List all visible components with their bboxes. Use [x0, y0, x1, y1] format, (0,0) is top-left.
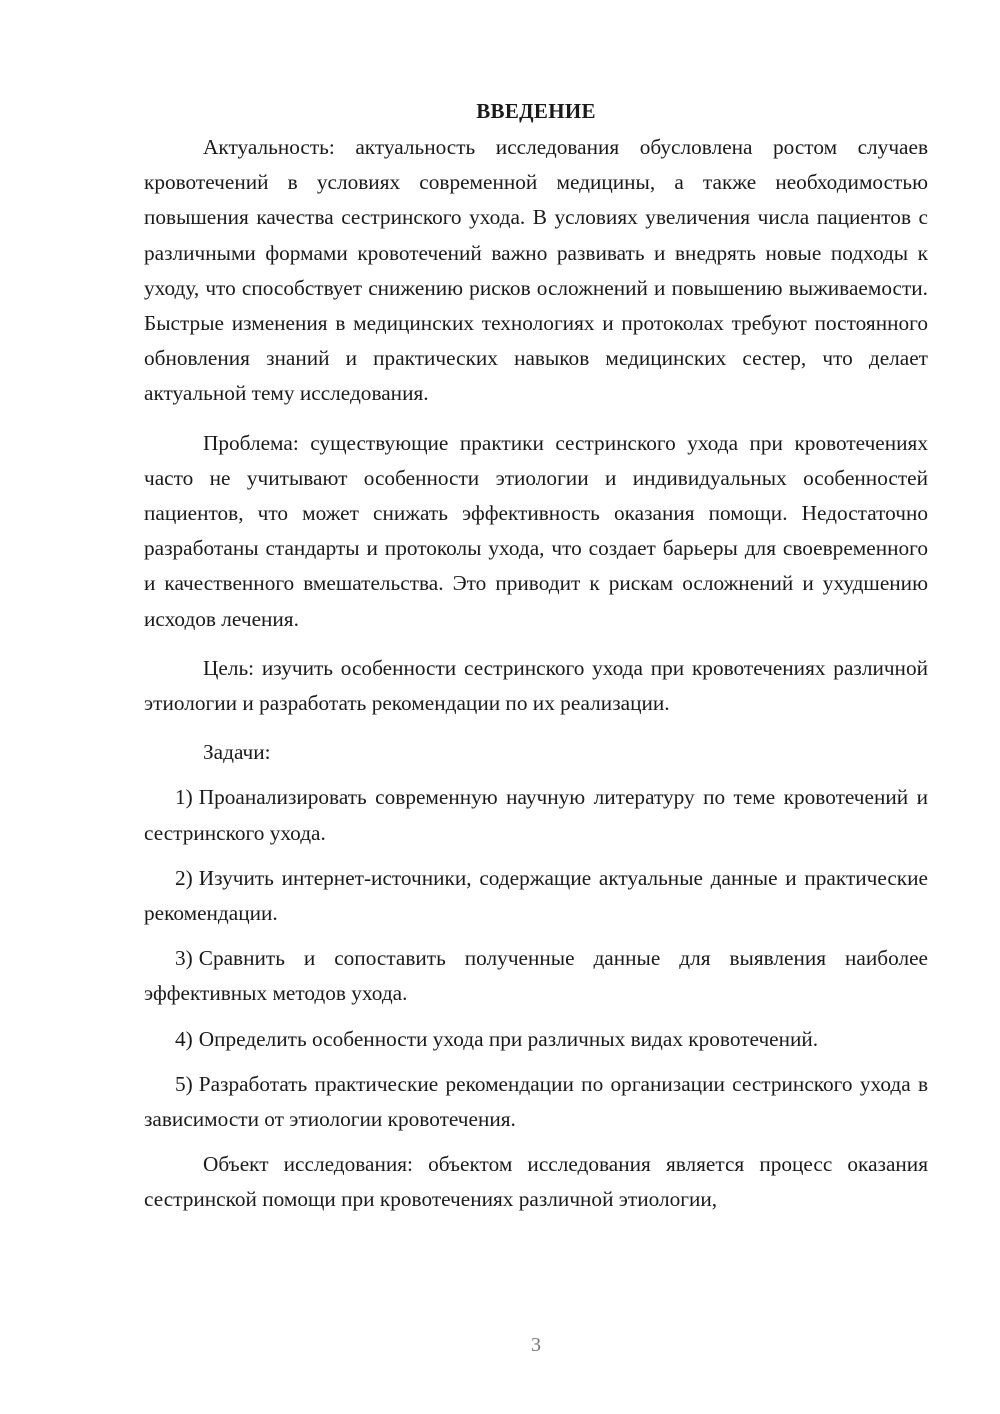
- task-number: 1): [175, 785, 193, 810]
- task-item: [144, 1022, 928, 1057]
- object-paragraph: Объект исследования: объектом исследования является процесс оказания сестринской помощи при кровотечениях различной этиологии,: [144, 1152, 928, 1212]
- task-text: Сравнить и сопоставить полученные данные для выявления наиболее эффективных методов ухода.: [144, 946, 928, 1006]
- task-text: Разработать практические рекомендации по организации сестринского ухода в зависимости от этиологии кровотечения.: [144, 1071, 928, 1132]
- section-title: ВВЕДЕНИЕ: [476, 99, 596, 123]
- task-text: Изучить интернет-источники, содержащие актуальные данные и практические рекомендации.: [144, 865, 928, 926]
- problem-paragraph: Проблема: существующие практики сестринского ухода при кровотечениях часто не учитывают особенности этиологии и индивидуальных особенностей пациентов, что может снижать эффективность оказания помощи. Недостаточно разработаны стандарты и протоколы ухода, что создает барьеры для своевременного и качественного вмешательства. Это приводит к рискам осложнений и ухудшению исходов лечения.: [144, 430, 928, 631]
- task-number: 2): [175, 865, 193, 890]
- task-number: 3): [175, 946, 193, 971]
- relevance-paragraph: Актуальность: актуальность исследования обусловлена ростом случаев кровотечений в условиях современной медицины, а также необходимостью повышения качества сестринского ухода. В условиях увеличения числа пациентов с различными формами кровотечений важно развивать и внедрять новые подходы к уходу, что способствует снижению рисков осложнений и повышению выживаемости. Быстрые изменения в медицинских технологиях и протоколах требуют постоянного обновления знаний и практических навыков медицинских сестер, что делает актуальной тему исследования.: [144, 135, 928, 406]
- goal-paragraph: Цель: изучить особенности сестринского ухода при кровотечениях различной этиологии и разработать рекомендации по их реализации.: [144, 655, 928, 716]
- task-text: Определить особенности ухода при различных видах кровотечений.: [198, 1026, 819, 1051]
- task-text: Проанализировать современную научную литературу по теме кровотечений и сестринского ухода.: [144, 785, 928, 845]
- page-number: 3: [531, 1334, 541, 1356]
- task-number: 4): [175, 1026, 193, 1051]
- task-item: [144, 780, 928, 850]
- task-number: 5): [175, 1071, 193, 1096]
- document-body: [144, 96, 928, 1232]
- task-item: [144, 1067, 928, 1137]
- task-item: [144, 861, 928, 931]
- tasks-heading: Задачи:: [203, 740, 271, 765]
- task-item: [144, 941, 928, 1011]
